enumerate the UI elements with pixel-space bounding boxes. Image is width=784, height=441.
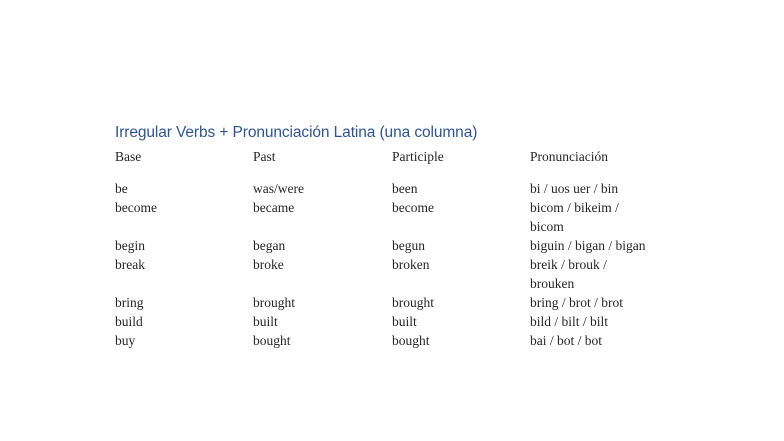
cell-past: bought (253, 333, 291, 348)
cell-participle: broken (392, 257, 430, 272)
cell-base: become (115, 200, 157, 215)
cell-participle: become (392, 200, 434, 215)
column-header-pronunciation: Pronunciación (530, 149, 608, 164)
cell-past: broke (253, 257, 284, 272)
cell-base: be (115, 181, 128, 196)
cell-past: began (253, 238, 286, 253)
column-header-past: Past (253, 149, 276, 164)
column-header-base: Base (115, 149, 142, 164)
cell-base: begin (115, 238, 145, 253)
table-row (115, 236, 650, 255)
cell-pronunciation: biguin / bigan / bigan (530, 238, 646, 253)
cell-base: buy (115, 333, 136, 348)
cell-participle: begun (392, 238, 425, 253)
cell-participle: built (392, 314, 417, 329)
cell-pronunciation: bi / uos uer / bin (530, 181, 619, 196)
cell-past: brought (253, 295, 295, 310)
table-header-row (115, 147, 650, 179)
cell-pronunciation: bicom / bikeim / bicom (530, 200, 619, 234)
cell-pronunciation: bild / bilt / bilt (530, 314, 609, 329)
cell-participle: brought (392, 295, 434, 310)
table-row (115, 198, 650, 236)
cell-past: was/were (253, 181, 304, 196)
cell-base: break (115, 257, 145, 272)
cell-pronunciation: bai / bot / bot (530, 333, 602, 348)
table-row (115, 331, 650, 350)
cell-base: bring (115, 295, 144, 310)
table-row (115, 179, 650, 198)
cell-past: built (253, 314, 278, 329)
column-header-participle: Participle (392, 149, 444, 164)
table-row (115, 293, 650, 312)
cell-base: build (115, 314, 143, 329)
cell-participle: bought (392, 333, 430, 348)
cell-pronunciation: breik / brouk / brouken (530, 257, 607, 291)
cell-participle: been (392, 181, 418, 196)
document-title: Irregular Verbs + Pronunciación Latina (una columna) (115, 124, 478, 141)
cell-pronunciation: bring / brot / brot (530, 295, 623, 310)
table-row (115, 312, 650, 331)
irregular-verbs-table (115, 147, 650, 350)
cell-past: became (253, 200, 295, 215)
table-row (115, 255, 650, 293)
